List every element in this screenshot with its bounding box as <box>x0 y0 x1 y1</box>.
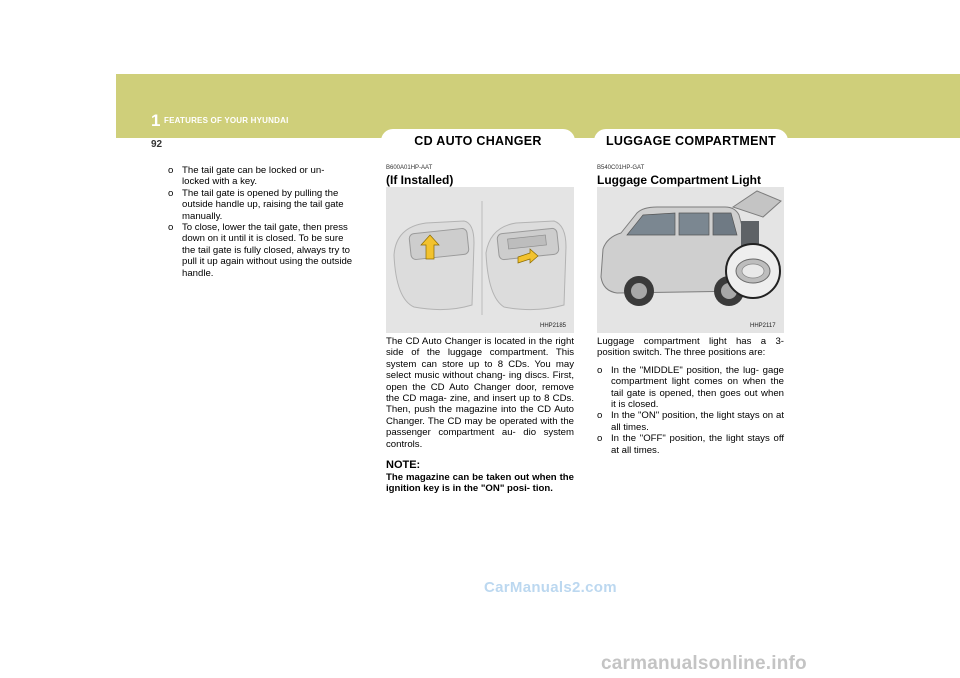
list-item <box>168 188 353 222</box>
list-item-text: In the "MIDDLE" position, the lug- gage compartment light comes on when the tail gate is opened, then goes out when it is closed. <box>611 364 784 411</box>
list-item <box>168 165 353 188</box>
cd-changer-illustration <box>386 187 574 333</box>
list-item <box>597 365 784 411</box>
page-number: 92 <box>151 139 163 150</box>
bullet-mark: o <box>168 187 174 199</box>
list-item-text: To close, lower the tail gate, then press down on it until it is closed. To be sure the tail gate is fully closed, always try to pull it up again without using the outside handle. <box>182 222 353 279</box>
section-subtitle: Luggage Compartment Light <box>597 173 761 187</box>
bullet-mark: o <box>597 410 603 422</box>
cd-changer-section <box>386 165 574 187</box>
suv-rear-illustration <box>597 187 784 333</box>
luggage-light-section <box>597 165 784 187</box>
note-text: The magazine can be taken out when the ignition key is in the "ON" posi- tion. <box>386 472 574 495</box>
figure-code: HHP2185 <box>540 323 567 329</box>
bullet-mark: o <box>168 222 174 234</box>
section-code: B540C01HP-GAT <box>597 165 645 171</box>
note-title: NOTE: <box>386 459 421 472</box>
figure-code: HHP2117 <box>750 323 776 329</box>
list-item-text: The tail gate is opened by pulling the outside handle up, raising the tail gate manually. <box>182 187 344 222</box>
chapter-title: FEATURES OF YOUR HYUNDAI <box>164 116 289 125</box>
list-item-text: The tail gate can be locked or un- locked with a key. <box>182 165 325 188</box>
chapter-number: 1 <box>151 111 161 130</box>
bullet-mark: o <box>597 433 603 445</box>
section-subtitle: (If Installed) <box>386 173 454 187</box>
section-code: B600A01HP-AAT <box>386 165 433 171</box>
list-item-text: In the "OFF" position, the light stays off at all times. <box>611 433 784 456</box>
luggage-light-figure <box>597 187 784 333</box>
section-intro: Luggage compartment light has a 3- position switch. The three positions are: <box>597 336 784 359</box>
cd-changer-text <box>386 336 574 495</box>
section-tab-cd-auto-changer: CD AUTO CHANGER <box>381 129 575 151</box>
bullet-mark: o <box>168 165 174 176</box>
watermark-carmanuals2: CarManuals2.com <box>484 579 617 596</box>
section-body: The CD Auto Changer is located in the right side of the luggage compartment. This system can store up to 8 CDs. You may select music without chang- ing discs. First, open the CD Auto Changer door, remove the CD maga- zine, and insert up to 8 CDs. Then, push the magazine into the CD Auto Changer. The CD may be operated with the passenger compartment au- dio system controls. <box>386 336 574 450</box>
section-tab-luggage-compartment: LUGGAGE COMPARTMENT <box>594 129 788 151</box>
bullet-mark: o <box>597 364 603 376</box>
list-item <box>597 410 784 433</box>
tailgate-instructions <box>168 165 353 279</box>
list-item-text: In the "ON" position, the light stays on at all times. <box>611 410 784 433</box>
list-item <box>168 222 353 279</box>
watermark-carmanualsonline: carmanualsonline.info <box>601 653 807 674</box>
cd-changer-figure <box>386 187 574 333</box>
luggage-light-text <box>597 336 784 456</box>
list-item <box>597 433 784 456</box>
